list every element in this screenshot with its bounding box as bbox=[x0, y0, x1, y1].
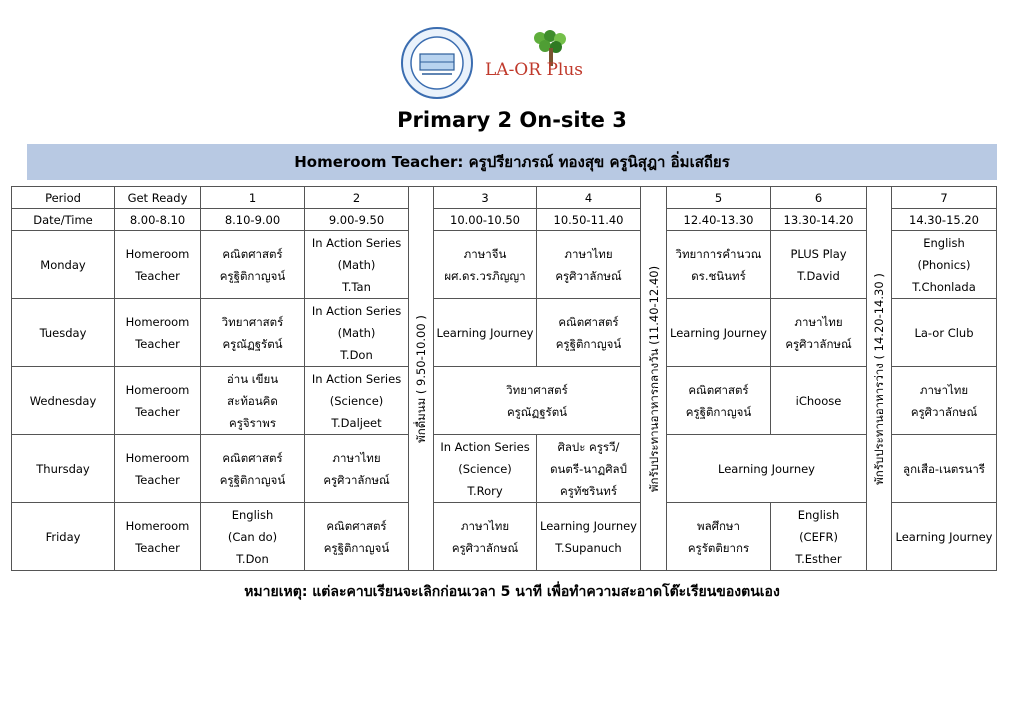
cell-period-7: ภาษาไทย ครูศิวาลักษณ์ bbox=[892, 367, 997, 435]
cell-period-1: อ่าน เขียน สะท้อนคิด ครูจิราพร bbox=[201, 367, 305, 435]
cell-period-4: ศิลปะ ครูรวี/ ดนตรี-นาฏศิลป์ ครูทัชรินทร์ bbox=[537, 435, 641, 503]
cell-period-2: คณิตศาสตร์ ครูฐิติกาญจน์ bbox=[305, 503, 409, 571]
time-2: 9.00-9.50 bbox=[305, 209, 409, 231]
cell-period-7: Learning Journey bbox=[892, 503, 997, 571]
time-1: 8.10-9.00 bbox=[201, 209, 305, 231]
cell-period-2: In Action Series (Math) T.Tan bbox=[305, 231, 409, 299]
cell-period-7: English (Phonics) T.Chonlada bbox=[892, 231, 997, 299]
day-name: Friday bbox=[12, 503, 115, 571]
time-3: 10.00-10.50 bbox=[434, 209, 537, 231]
afternoon-break bbox=[867, 187, 892, 571]
school-seal-logo bbox=[400, 26, 474, 100]
cell-get-ready: Homeroom Teacher bbox=[115, 503, 201, 571]
cell-period-6: English (CEFR) T.Esther bbox=[771, 503, 867, 571]
brand-name: LA-OR Plus bbox=[485, 60, 583, 80]
cell-period-4: คณิตศาสตร์ ครูฐิติกาญจน์ bbox=[537, 299, 641, 367]
day-row-thursday bbox=[12, 435, 997, 503]
period-4: 4 bbox=[537, 187, 641, 209]
cell-period-5-6: Learning Journey bbox=[667, 435, 867, 503]
afternoon-break-label: พักรับประทานอาหารว่าง ( 14.20-14.30 ) bbox=[872, 272, 886, 485]
cell-get-ready: Homeroom Teacher bbox=[115, 367, 201, 435]
cell-period-5: คณิตศาสตร์ ครูฐิติกาญจน์ bbox=[667, 367, 771, 435]
cell-get-ready: Homeroom Teacher bbox=[115, 299, 201, 367]
period-get-ready: Get Ready bbox=[115, 187, 201, 209]
cell-period-6: iChoose bbox=[771, 367, 867, 435]
day-row-tuesday bbox=[12, 299, 997, 367]
timetable bbox=[11, 186, 997, 571]
day-row-friday bbox=[12, 503, 997, 571]
cell-period-2: ภาษาไทย ครูศิวาลักษณ์ bbox=[305, 435, 409, 503]
cell-get-ready: Homeroom Teacher bbox=[115, 231, 201, 299]
cell-period-2: In Action Series (Math) T.Don bbox=[305, 299, 409, 367]
morning-break bbox=[409, 187, 434, 571]
period-2: 2 bbox=[305, 187, 409, 209]
morning-break-label: พักดื่มนม ( 9.50-10.00 ) bbox=[414, 314, 428, 443]
day-name: Wednesday bbox=[12, 367, 115, 435]
cell-period-6: PLUS Play T.David bbox=[771, 231, 867, 299]
cell-period-1: คณิตศาสตร์ ครูฐิติกาญจน์ bbox=[201, 435, 305, 503]
period-1: 1 bbox=[201, 187, 305, 209]
day-row-wednesday bbox=[12, 367, 997, 435]
period-label: Period bbox=[12, 187, 115, 209]
time-6: 13.30-14.20 bbox=[771, 209, 867, 231]
cell-period-3-4: วิทยาศาสตร์ ครูณัฏฐรัตน์ bbox=[434, 367, 641, 435]
cell-period-5: Learning Journey bbox=[667, 299, 771, 367]
cell-period-6: ภาษาไทย ครูศิวาลักษณ์ bbox=[771, 299, 867, 367]
time-5: 12.40-13.30 bbox=[667, 209, 771, 231]
time-7: 14.30-15.20 bbox=[892, 209, 997, 231]
homeroom-banner: Homeroom Teacher: ครูปรียาภรณ์ ทองสุข ครูนิสุฎา อิ่มเสถียร bbox=[27, 144, 997, 180]
cell-period-1: English (Can do) T.Don bbox=[201, 503, 305, 571]
footer-note: หมายเหตุ: แต่ละคาบเรียนจะเลิกก่อนเวลา 5 นาที เพื่อทำความสะอาดโต๊ะเรียนของตนเอง bbox=[244, 584, 780, 600]
cell-period-4: ภาษาไทย ครูศิวาลักษณ์ bbox=[537, 231, 641, 299]
period-6: 6 bbox=[771, 187, 867, 209]
cell-period-1: วิทยาศาสตร์ ครูณัฏฐรัตน์ bbox=[201, 299, 305, 367]
page-title: Primary 2 On-site 3 bbox=[397, 108, 627, 132]
cell-period-2: In Action Series (Science) T.Daljeet bbox=[305, 367, 409, 435]
cell-period-5: พลศึกษา ครูรัตติยากร bbox=[667, 503, 771, 571]
cell-period-3: ภาษาไทย ครูศิวาลักษณ์ bbox=[434, 503, 537, 571]
cell-period-7: La-or Club bbox=[892, 299, 997, 367]
cell-get-ready: Homeroom Teacher bbox=[115, 435, 201, 503]
cell-period-1: คณิตศาสตร์ ครูฐิติกาญจน์ bbox=[201, 231, 305, 299]
cell-period-3: In Action Series (Science) T.Rory bbox=[434, 435, 537, 503]
time-label: Date/Time bbox=[12, 209, 115, 231]
cell-period-4: Learning Journey T.Supanuch bbox=[537, 503, 641, 571]
day-name: Monday bbox=[12, 231, 115, 299]
cell-period-3: ภาษาจีน ผศ.ดร.วรภิญญา bbox=[434, 231, 537, 299]
day-row-monday bbox=[12, 231, 997, 299]
period-7: 7 bbox=[892, 187, 997, 209]
day-name: Thursday bbox=[12, 435, 115, 503]
lunch-break-label: พักรับประทานอาหารกลางวัน (11.40-12.40) bbox=[646, 265, 661, 492]
time-get-ready: 8.00-8.10 bbox=[115, 209, 201, 231]
period-5: 5 bbox=[667, 187, 771, 209]
cell-period-7: ลูกเสือ-เนตรนารี bbox=[892, 435, 997, 503]
period-row bbox=[12, 187, 997, 209]
lunch-break bbox=[641, 187, 667, 571]
cell-period-3: Learning Journey bbox=[434, 299, 537, 367]
logo-area bbox=[400, 22, 620, 100]
time-row bbox=[12, 209, 997, 231]
time-4: 10.50-11.40 bbox=[537, 209, 641, 231]
day-name: Tuesday bbox=[12, 299, 115, 367]
period-3: 3 bbox=[434, 187, 537, 209]
cell-period-5: วิทยาการคำนวณ ดร.ชนินทร์ bbox=[667, 231, 771, 299]
